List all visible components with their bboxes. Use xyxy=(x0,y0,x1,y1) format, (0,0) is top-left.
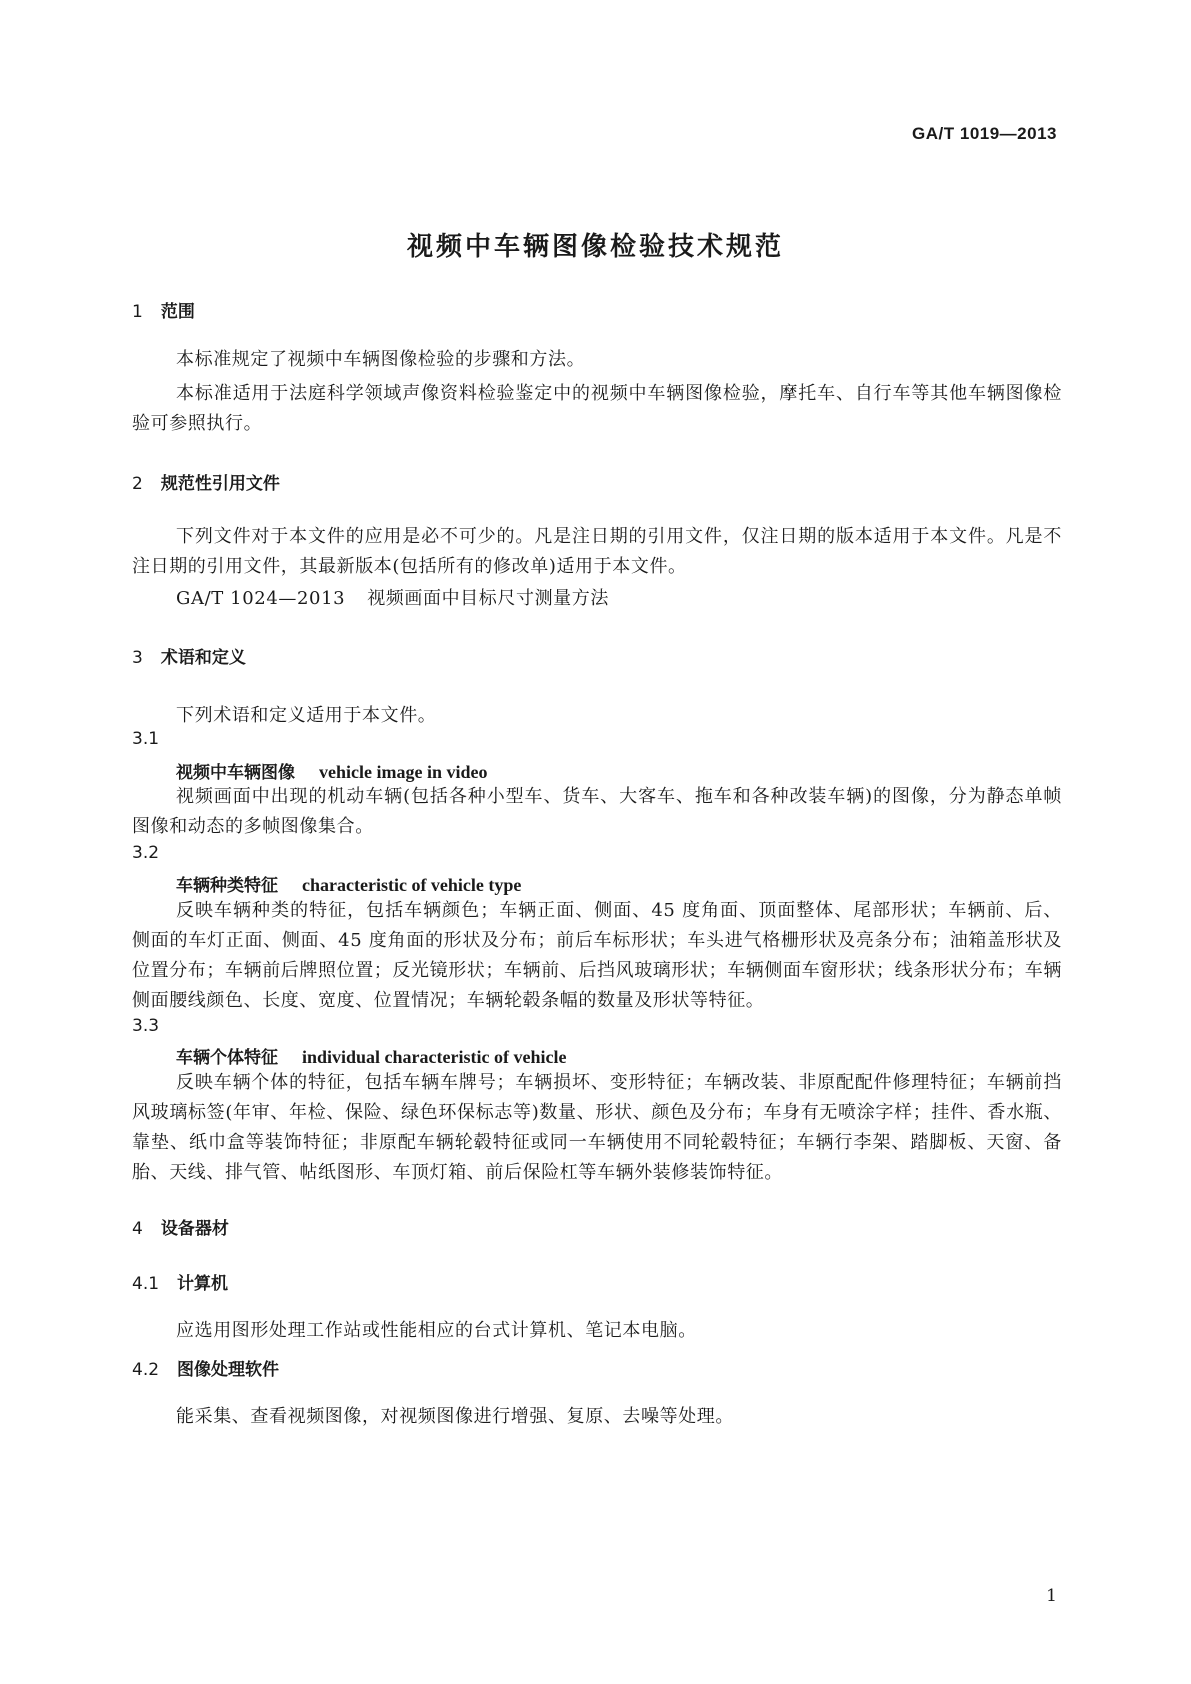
term-english: vehicle image in video xyxy=(319,762,488,782)
document-title: 视频中车辆图像检验技术规范 xyxy=(406,232,784,262)
clause-number: 3.3 xyxy=(132,1016,160,1036)
section-2-para-1: 下列文件对于本文件的应用是必不可少的。凡是注日期的引用文件，仅注日期的版本适用于本文件。凡是不注日期的引用文件，其最新版本(包括所有的修改单)适用于本文件。 xyxy=(132,526,1062,577)
section-title: 规范性引用文件 xyxy=(160,474,280,494)
section-number: 2 xyxy=(132,474,143,494)
section-title: 范围 xyxy=(160,302,195,322)
subsection-4-1-text: 应选用图形处理工作站或性能相应的台式计算机、笔记本电脑。 xyxy=(176,1320,697,1341)
subsection-title: 图像处理软件 xyxy=(177,1360,280,1380)
clause-number: 3.2 xyxy=(132,843,160,863)
subsection-4-1-heading xyxy=(132,1269,228,1294)
reference-code: GA/T 1024—2013 xyxy=(176,588,346,609)
term-english: characteristic of vehicle type xyxy=(302,875,522,895)
subsection-title: 计算机 xyxy=(177,1274,229,1294)
reference-title: 视频画面中目标尺寸测量方法 xyxy=(367,588,609,609)
section-1-para-1: 本标准规定了视频中车辆图像检验的步骤和方法。 xyxy=(176,349,586,370)
subsection-4-2-heading xyxy=(132,1355,279,1380)
section-number: 3 xyxy=(132,648,143,668)
section-1-para-2: 本标准适用于法庭科学领域声像资料检验鉴定中的视频中车辆图像检验，摩托车、自行车等其他车辆图像检验可参照执行。 xyxy=(132,383,1062,434)
term-entry xyxy=(176,1043,566,1068)
subsection-number: 4.1 xyxy=(132,1274,160,1294)
term-chinese: 车辆种类特征 xyxy=(176,876,278,896)
section-title: 术语和定义 xyxy=(160,648,246,668)
subsection-number: 4.2 xyxy=(132,1360,160,1380)
section-3-heading xyxy=(132,643,246,668)
section-4-heading xyxy=(132,1214,229,1239)
term-entry xyxy=(176,871,521,896)
section-1-heading xyxy=(132,297,195,322)
section-number: 1 xyxy=(132,302,143,322)
term-definition: 反映车辆个体的特征，包括车辆车牌号；车辆损坏、变形特征；车辆改装、非原配配件修理特征；车辆前挡风玻璃标签(年审、年检、保险、绿色环保标志等)数量、形状、颜色及分布；车身有无喷涂字样；挂件、香水瓶、靠垫、纸巾盒等装饰特征；非原配车辆轮毂特征或同一车辆使用不同轮毂特征；车辆行李架、踏脚板、天窗、备胎、天线、排气管、帖纸图形、车顶灯箱、前后保险杠等车辆外装修装饰特征。 xyxy=(132,1072,1062,1183)
standard-code: GA/T 1019—2013 xyxy=(912,124,1057,143)
section-2-heading xyxy=(132,469,280,494)
page-number: 1 xyxy=(1046,1586,1057,1606)
normative-reference xyxy=(176,584,609,610)
term-chinese: 视频中车辆图像 xyxy=(176,763,295,783)
section-title: 设备器材 xyxy=(160,1219,229,1239)
term-english: individual characteristic of vehicle xyxy=(302,1047,567,1067)
section-number: 4 xyxy=(132,1219,143,1239)
term-definition: 视频画面中出现的机动车辆(包括各种小型车、货车、大客车、拖车和各种改装车辆)的图像，分为静态单帧图像和动态的多帧图像集合。 xyxy=(132,786,1062,837)
section-3-intro: 下列术语和定义适用于本文件。 xyxy=(176,705,437,726)
term-entry xyxy=(176,758,487,783)
term-definition: 反映车辆种类的特征，包括车辆颜色；车辆正面、侧面、45 度角面、顶面整体、尾部形状；车辆前、后、侧面的车灯正面、侧面、45 度角面的形状及分布；前后车标形状；车头进气格栅形状及亮条分布；油箱盖形状及位置分布；车辆前后牌照位置；反光镜形状；车辆前、后挡风玻璃形状；车辆侧面车窗形状；线条形状分布；车辆侧面腰线颜色、长度、宽度、位置情况；车辆轮毂条幅的数量及形状等特征。 xyxy=(132,900,1062,1011)
term-chinese: 车辆个体特征 xyxy=(176,1048,278,1068)
clause-number: 3.1 xyxy=(132,729,160,749)
subsection-4-2-text: 能采集、查看视频图像，对视频图像进行增强、复原、去噪等处理。 xyxy=(176,1406,734,1427)
